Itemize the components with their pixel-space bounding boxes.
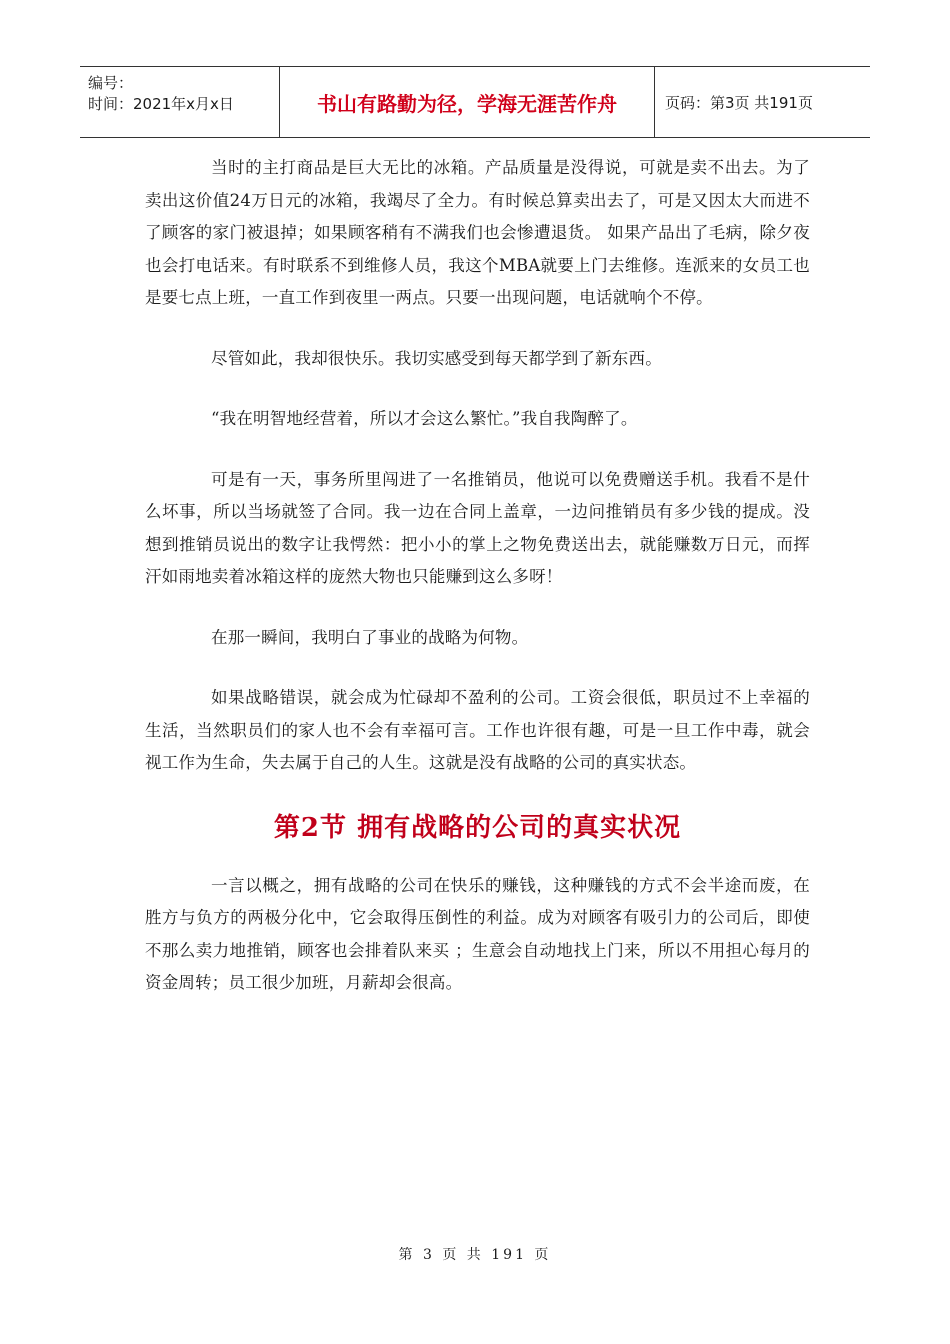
header-page-code: 页码：第3页 共191页 <box>665 93 813 112</box>
paragraph: “我在明智地经营着，所以才会这么繁忙。”我自我陶醉了。 <box>211 409 638 428</box>
page-header <box>80 66 870 138</box>
page-footer: 第 3 页 共 191 页 <box>398 1247 552 1263</box>
paragraph: 如果战略错误，就会成为忙碌却不盈利的公司。工资会很低，职员过不上幸福的生活，当然职员们的家人也不会有幸福可言。工作也许很有趣，可是一旦工作中毒，就会视工作为生命，失去属于自己的人生。这就是没有战略的公司的真实状态。 <box>145 688 810 772</box>
paragraph: 在那一瞬间，我明白了事业的战略为何物。 <box>211 627 529 647</box>
body-content <box>145 152 810 1028</box>
section-heading: 第2节 拥有战略的公司的真实状况 <box>273 812 682 843</box>
header-info <box>80 67 280 137</box>
header-date: 时间：2021年x月x日 <box>88 95 234 113</box>
header-number: 编号： <box>88 74 134 92</box>
paragraph: 一言以概之，拥有战略的公司在快乐的赚钱，这种赚钱的方式不会半途而废，在胜方与负方的两极分化中，它会取得压倒性的利益。成为对顾客有吸引力的公司后，即使不那么卖力地推销，顾客也会排着队来买 ；生意会自动地找上门来，所以不用担心每月的资金周转；员工很少加班，月薪却会很高。 <box>145 875 810 992</box>
paragraph: 尽管如此，我却很快乐。我切实感受到每天都学到了新东西。 <box>211 348 662 368</box>
header-motto: 书山有路勤为径，学海无涯苦作舟 <box>280 67 655 137</box>
paragraph: 当时的主打商品是巨大无比的冰箱。产品质量是没得说，可就是卖不出去。为了卖出这价值24万日元的冰箱，我竭尽了全力。有时候总算卖出去了，可是又因太大而进不了顾客的家门被退掉；如果顾客稍有不满我们也会惨遭退货。 如果产品出了毛病，除夕夜也会打电话来。有时联系不到维修人员，我这个MBA就要上门去维修。连派来的女员工也是要七点上班，一直工作到夜里一两点。只要一出现问题，电话就响个不停。 <box>145 158 810 307</box>
paragraph: 可是有一天，事务所里闯进了一名推销员，他说可以免费赠送手机。我看不是什么坏事，所以当场就签了合同。我一边在合同上盖章，一边问推销员有多少钱的提成。没想到推销员说出的数字让我愕然：把小小的掌上之物免费送出去，就能赚数万日元，而挥汗如雨地卖着冰箱这样的庞然大物也只能赚到这么多呀！ <box>145 469 810 586</box>
